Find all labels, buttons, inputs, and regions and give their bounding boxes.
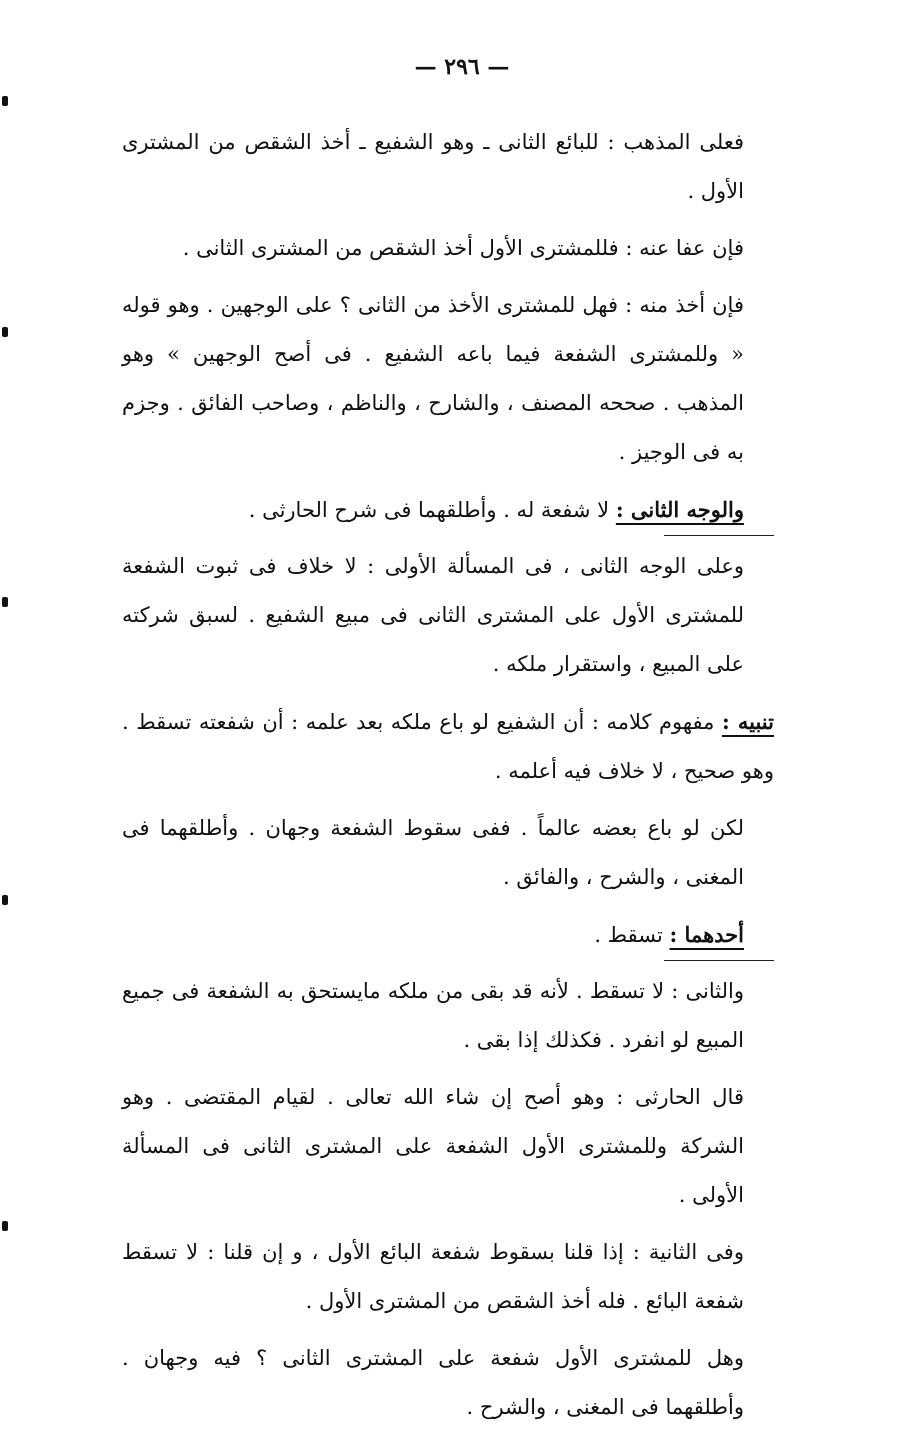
body-text bbox=[122, 118, 774, 1440]
paragraph-text: تسقط . bbox=[594, 923, 670, 947]
paragraph bbox=[122, 118, 774, 216]
margin-mark bbox=[2, 327, 8, 337]
paragraph bbox=[122, 804, 774, 902]
margin-mark bbox=[2, 1221, 8, 1231]
divider bbox=[664, 535, 774, 536]
paragraph bbox=[122, 1073, 774, 1220]
paragraph bbox=[122, 1228, 774, 1326]
paragraph-lead: أحدهما : bbox=[669, 922, 744, 947]
paragraph-text: مفهوم كلامه : أن الشفيع لو باع ملكه بعد علمه : أن شفعته تسقط . وهو صحيح ، لا خلاف فيه أعلمه . bbox=[122, 710, 774, 783]
paragraph-lead: تنبيه : bbox=[721, 709, 774, 734]
paragraph-text: وفى الثانية : إذا قلنا بسقوط شفعة البائع الأول ، و إن قلنا : لا تسقط شفعة البائع . فله أخذ الشقص من المشترى الأول . bbox=[122, 1240, 744, 1313]
divider bbox=[664, 960, 774, 961]
paragraph-text: لكن لو باع بعضه عالماً . ففى سقوط الشفعة وجهان . وأطلقهما فى المغنى ، والشرح ، والفائق . bbox=[122, 816, 744, 889]
paragraph-text: فإن أخذ منه : فهل للمشترى الأخذ من الثانى ؟ على الوجهين . وهو قوله « وللمشترى الشفعة فيما باعه الشفيع . فى أصح الوجهين » وهو المذهب . صححه المصنف ، والشارح ، والناظم ، وصاحب الفائق . وجزم به فى الوجيز . bbox=[122, 293, 744, 464]
margin-mark bbox=[2, 597, 8, 607]
paragraph bbox=[122, 542, 774, 689]
paragraph bbox=[122, 224, 774, 273]
margin-mark bbox=[2, 96, 8, 106]
page-number: — ٢٩٦ — bbox=[414, 54, 510, 80]
paragraph-text: وهل للمشترى الأول شفعة على المشترى الثانى ؟ فيه وجهان . وأطلقهما فى المغنى ، والشرح . bbox=[122, 1346, 745, 1419]
paragraph-text: والثانى : لا تسقط . لأنه قد بقى من ملكه مايستحق به الشفعة فى جميع المبيع لو انفرد . فكذلك إذا بقى . bbox=[122, 979, 744, 1052]
paragraph bbox=[122, 697, 774, 796]
paragraph bbox=[122, 281, 774, 477]
paragraph-text: قال الحارثى : وهو أصح إن شاء الله تعالى . لقيام المقتضى . وهو الشركة وللمشترى الأول الشفعة على المشترى الثانى فى المسألة الأولى . bbox=[122, 1085, 744, 1207]
paragraph bbox=[122, 485, 774, 535]
paragraph bbox=[122, 967, 774, 1065]
paragraph-lead: والوجه الثانى : bbox=[615, 497, 744, 522]
paragraph-text: لا شفعة له . وأطلقهما فى شرح الحارثى . bbox=[248, 498, 616, 522]
paragraph-text: فإن عفا عنه : فللمشترى الأول أخذ الشقص من المشترى الثانى . bbox=[182, 236, 744, 260]
margin-mark bbox=[2, 895, 8, 905]
paragraph bbox=[122, 910, 774, 960]
paragraph bbox=[122, 1334, 774, 1432]
paragraph-text: وعلى الوجه الثانى ، فى المسألة الأولى : لا خلاف فى ثبوت الشفعة للمشترى الأول على المشترى الثانى فى مبيع الشفيع . لسبق شركته على المبيع ، واستقرار ملكه . bbox=[122, 554, 744, 676]
paragraph-text: فعلى المذهب : للبائع الثانى ـ وهو الشفيع ـ أخذ الشقص من المشترى الأول . bbox=[122, 130, 744, 203]
